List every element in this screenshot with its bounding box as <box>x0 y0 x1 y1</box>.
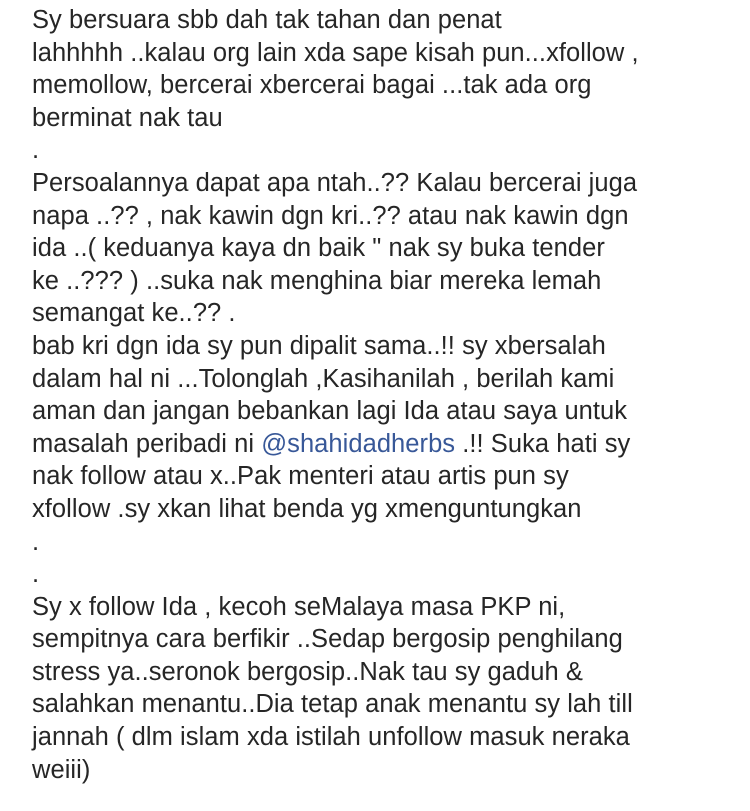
caption-line: sempitnya cara berfikir ..Sedap bergosip penghilang <box>32 625 623 654</box>
caption-line: ida ..( keduanya kaya dn baik " nak sy buka tender <box>32 234 605 263</box>
caption-text-after-mention: .!! Suka hati sy <box>455 429 631 458</box>
caption-text-before-mention: masalah peribadi ni <box>32 429 262 458</box>
user-mention-link[interactable]: @shahidadherbs <box>261 429 456 458</box>
caption-line: Sy x follow Ida , kecoh seMalaya masa PKP ni, <box>32 592 566 621</box>
post-caption <box>32 4 737 786</box>
caption-line: aman dan jangan bebankan lagi Ida atau saya untuk <box>32 397 628 426</box>
caption-line: berminat nak tau <box>32 103 223 132</box>
caption-line: weiii) <box>32 755 91 784</box>
caption-line: Persoalannya dapat apa ntah..?? Kalau bercerai juga <box>32 168 638 197</box>
caption-line: salahkan menantu..Dia tetap anak menantu sy lah till <box>32 690 633 719</box>
caption-line: lahhhhh ..kalau org lain xda sape kisah pun...xfollow , <box>32 38 639 67</box>
caption-separator-dot: . <box>32 136 40 165</box>
caption-line: stress ya..seronok bergosip..Nak tau sy gaduh & <box>32 657 583 686</box>
caption-line: ke ..??? ) ..suka nak menghina biar mereka lemah <box>32 266 602 295</box>
caption-line: semangat ke..?? . <box>32 299 236 328</box>
caption-line: jannah ( dlm islam xda istilah unfollow masuk neraka <box>32 723 630 752</box>
caption-separator-dot: . <box>32 527 40 556</box>
caption-line: xfollow .sy xkan lihat benda yg xmenguntungkan <box>32 494 582 523</box>
caption-line: napa ..?? , nak kawin dgn kri..?? atau nak kawin dgn <box>32 201 629 230</box>
caption-line: nak follow atau x..Pak menteri atau artis pun sy <box>32 462 569 491</box>
caption-line: dalam hal ni ...Tolonglah ,Kasihanilah , berilah kami <box>32 364 615 393</box>
caption-line: Sy bersuara sbb dah tak tahan dan penat <box>32 6 502 34</box>
caption-line: bab kri dgn ida sy pun dipalit sama..!! sy xbersalah <box>32 331 606 360</box>
caption-line-with-mention <box>32 428 737 461</box>
caption-separator-dot: . <box>32 560 40 589</box>
caption-line: memollow, bercerai xbercerai bagai ...tak ada org <box>32 71 592 100</box>
